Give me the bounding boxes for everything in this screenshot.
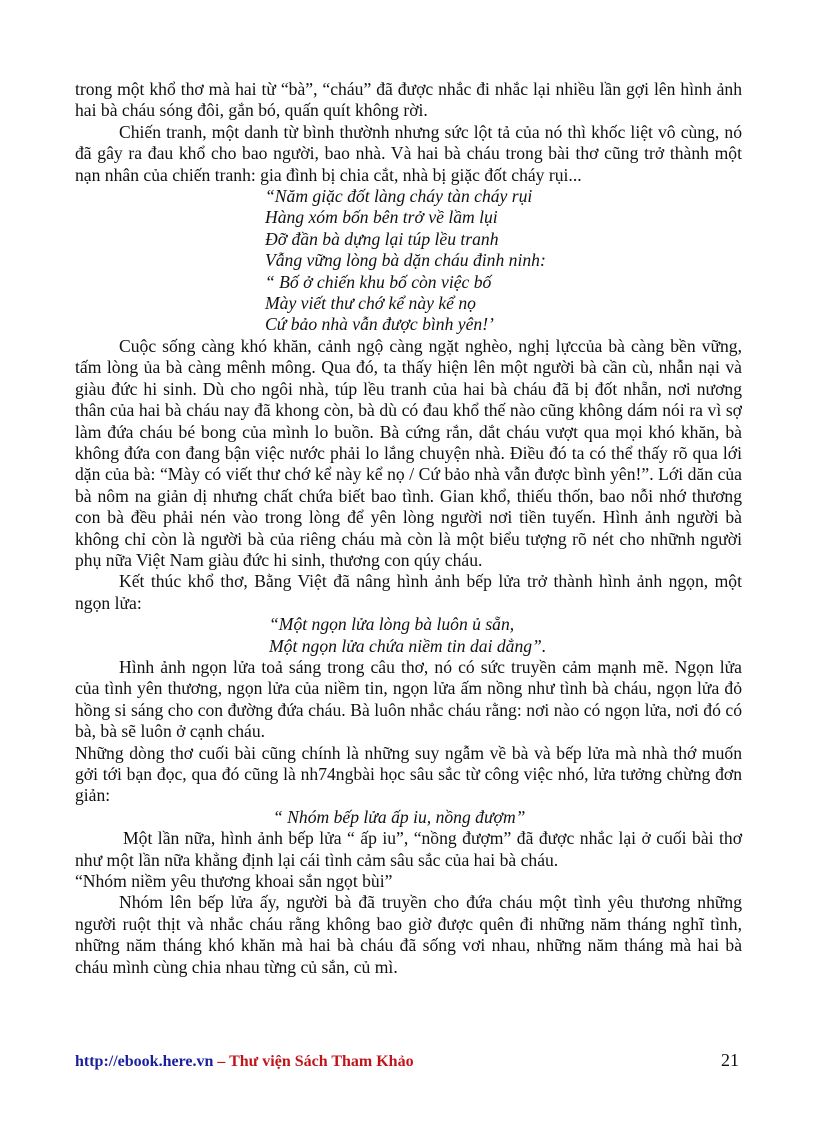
poem-line: “Năm giặc đốt làng cháy tàn cháy rụi: [265, 186, 533, 207]
paragraph-6: Những dòng thơ cuối bài cũng chính là những suy ngẫm về bà và bếp lửa mà nhà thớ muốn gởi tới bạn đọc, qua đó cũng là nh74ngbài học sâu sắc từ công việc nhó, lửa tưởng chừng đơn giản:: [75, 742, 742, 806]
page-content: [75, 79, 742, 978]
page-footer: [75, 1052, 742, 1072]
paragraph-2: Chiến tranh, một danh từ bình thườnh nhưng sức lột tả của nó thì khốc liệt vô cùng, nó đã gây ra đau khổ cho bao người, bao nhà. Và hai bà cháu trong bài thơ cũng trở thành một nạn nhân của chiến tranh: gia đình bị chia cắt, nhà bị giặc đốt cháy rụi...: [75, 121, 742, 185]
paragraph-1: trong một khổ thơ mà hai từ “bà”, “cháu” đã được nhắc đi nhắc lại nhiều lần gợi lên hình ảnh hai bà cháu sóng đôi, gắn bó, quấn quít không rời.: [75, 79, 742, 121]
poem-line: “ Nhóm bếp lửa ấp iu, nồng đượm”: [273, 806, 526, 827]
poem-line: “ Bố ở chiến khu bố còn việc bố: [265, 271, 492, 292]
poem-line: Cứ bảo nhà vẫn được bình yên!’: [265, 314, 494, 335]
footer-separator: –: [213, 1053, 230, 1070]
poem-block-3: [273, 807, 742, 828]
poem-block-2: [269, 614, 742, 657]
poem-line: Vẫng vững lòng bà dặn cháu đinh ninh:: [265, 250, 546, 271]
paragraph-7: Một lần nữa, hình ảnh bếp lửa “ ấp iu”, “nồng đượm” đã được nhắc lại ở cuối bài thơ như một lần nữa khẳng định lại cái tình cảm sâu sắc của hai bà cháu.: [75, 828, 742, 870]
paragraph-8: “Nhóm niềm yêu thương khoai sắn ngọt bùi”: [75, 871, 393, 892]
poem-line: “Một ngọn lửa lòng bà luôn ủ sẵn,: [269, 614, 515, 635]
poem-line: Hàng xóm bốn bên trở về lầm lụi: [265, 207, 498, 228]
paragraph-5: Hình ảnh ngọn lửa toả sáng trong câu thơ, nó có sức truyền cảm mạnh mẽ. Ngọn lửa của tình yên thương, ngọn lửa của niềm tin, ngọn lửa ấm nồng như tình bà cháu, ngọn lửa đỏ hồng si sáng cho con đường đứa cháu. Bà luôn nhắc cháu rằng: nơi nào có ngọn lửa, nơi đó có bà, bà sẽ luôn ở cạnh cháu.: [75, 656, 742, 742]
poem-block-1: [265, 186, 742, 336]
footer-library-name: Thư viện Sách Tham Khảo: [229, 1053, 414, 1070]
page-number: 21: [721, 1050, 739, 1070]
poem-line: Một ngọn lửa chứa niềm tin dai dẳng”.: [269, 635, 547, 656]
paragraph-9: Nhóm lên bếp lửa ấy, người bà đã truyền cho đứa cháu một tình yêu thương những người ruột thịt và nhắc cháu rằng không bao giờ được quên đi những năm tháng nghĩ tình, những năm tháng khó khăn mà hai bà cháu đã sống vơi nhau, những năm tháng mà hai bà cháu mình cùng chia nhau từng củ sắn, củ mì.: [75, 892, 742, 977]
paragraph-4: Kết thúc khổ thơ, Bằng Việt đã nâng hình ảnh bếp lửa trở thành hình ảnh ngọn, một ngọn lửa:: [75, 571, 742, 613]
footer-link[interactable]: http://ebook.here.vn: [75, 1053, 214, 1070]
poem-line: Mày viết thư chớ kể này kể nọ: [265, 293, 476, 314]
poem-line: Đỡ đần bà dựng lại túp lều tranh: [265, 228, 499, 249]
paragraph-3: Cuộc sống càng khó khăn, cảnh ngộ càng ngặt nghèo, nghị lựccủa bà càng bền vững, tấm lòng ủa bà càng mênh mông. Qua đó, ta thấy hiện lên một người bà cần cù, nhẫn nại và giàu đức hi sinh. Dù cho ngôi nhà, túp lều tranh của hai bà cháu đã bị đốt nhẵn, nơi nương thân của hai bà cháu nay đã khong còn, bà dù có đau khổ thế nào cũng không dám nói ra vì sợ làm đứa cháu bé bong của mình lo buồn. Bà cứng rắn, dắt cháu vượt qua mọi khó khăn, bà không đứa con đang bận việc nước phải lo lắng chuyện nhà. Điều đó ta có thể thấy rõ qua lới dặn của bà: “Mày có viết thư chớ kể này kể nọ / Cứ bảo nhà vẫn được bình yên!”. Lới dăn của bà nôm na giản dị nhưng chất chứa biết bao tình. Gian khổ, thiếu thốn, bao nỗi nhớ thương con bà đều phải nén vào trong lòng để yên lòng người nơi tiền tuyến. Hình ảnh người bà không chỉ còn là người bà của riêng cháu mà còn là một biểu tượng rõ nét cho nhữnh người phụ nữa Việt Nam giàu đức hi sinh, thương con qúy cháu.: [75, 335, 742, 570]
